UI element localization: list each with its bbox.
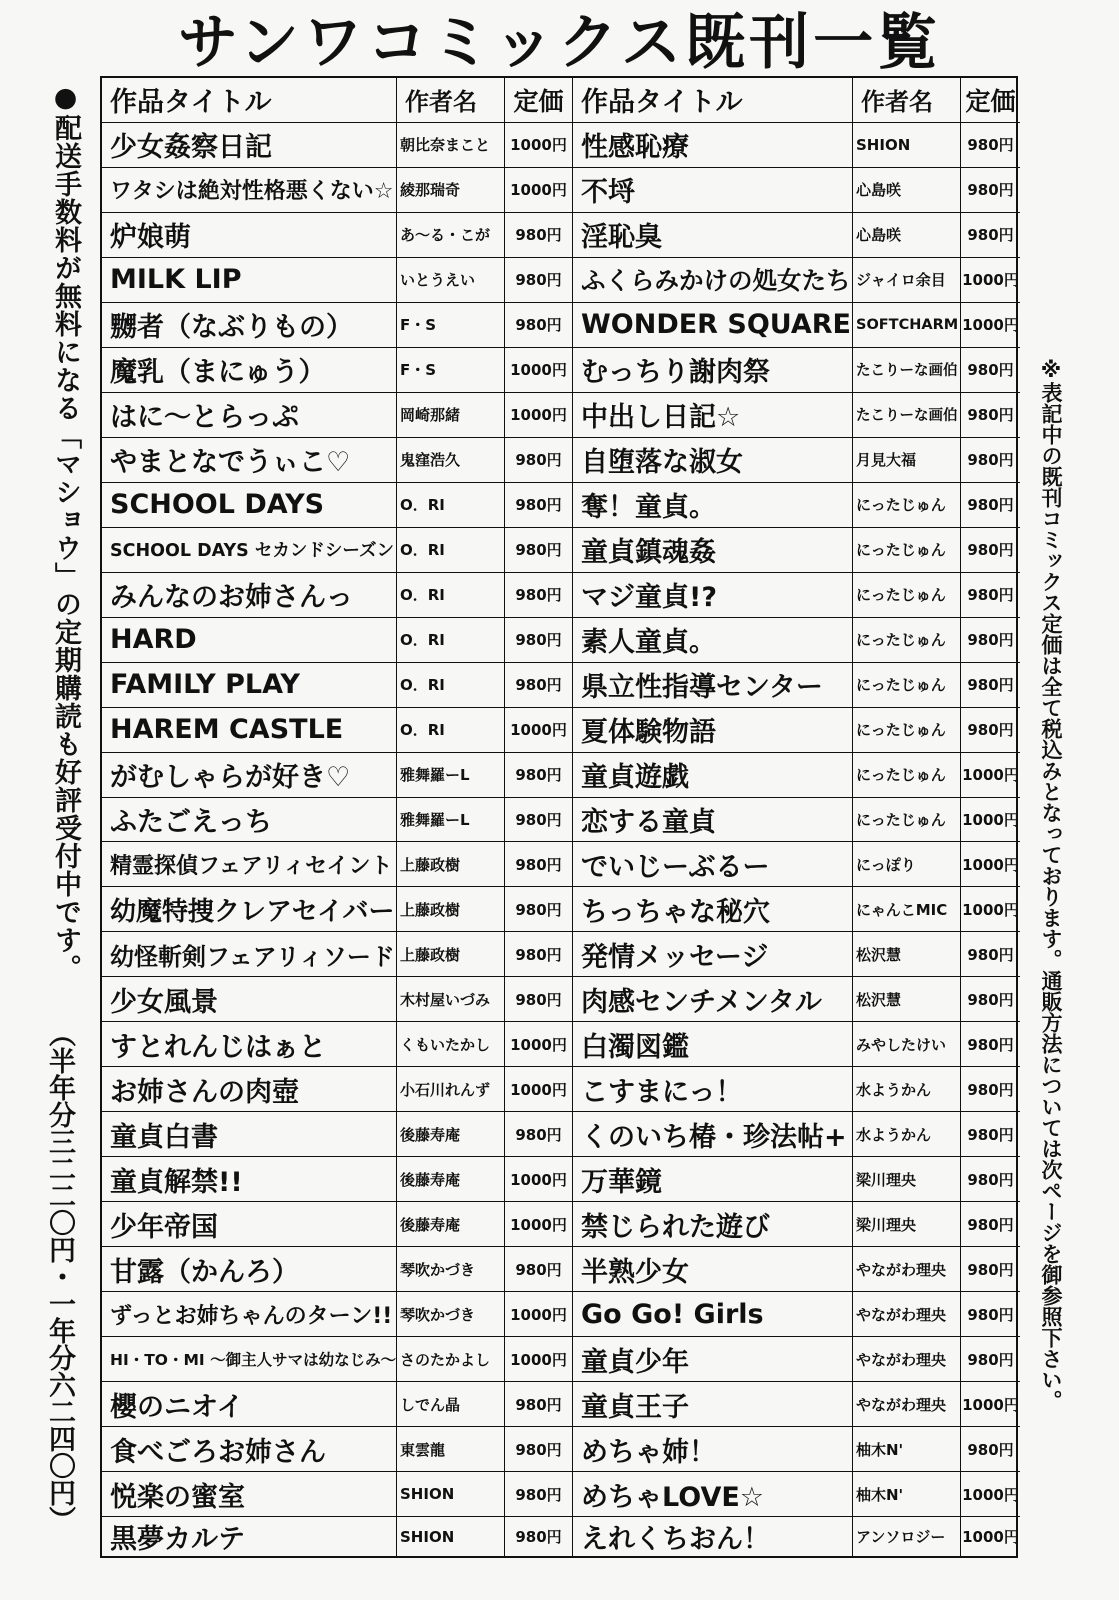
catalog-author-right: 松沢慧	[853, 932, 961, 977]
catalog-author-right: みやしたけい	[853, 1022, 961, 1067]
catalog-price-left: 980円	[505, 1517, 573, 1556]
catalog-author-left: しでん晶	[397, 1382, 505, 1427]
catalog-author-left: O．RI	[397, 708, 505, 753]
catalog-title-right: 発情メッセージ	[573, 932, 853, 977]
catalog-price-right: 980円	[961, 528, 1020, 573]
catalog-title-right: 白濁図鑑	[573, 1022, 853, 1067]
catalog-title-right: 恋する童貞	[573, 798, 853, 843]
catalog-author-right: 梁川理央	[853, 1202, 961, 1247]
catalog-price-left: 1000円	[505, 708, 573, 753]
catalog-author-right: 心島咲	[853, 213, 961, 258]
catalog-price-left: 980円	[505, 842, 573, 887]
catalog-author-left: O．RI	[397, 483, 505, 528]
catalog-author-right: 心島咲	[853, 168, 961, 213]
catalog-author-right: やながわ理央	[853, 1382, 961, 1427]
catalog-author-left: 鬼窪浩久	[397, 438, 505, 483]
catalog-title-left: はに～とらっぷ	[102, 393, 397, 438]
catalog-price-left: 980円	[505, 1112, 573, 1157]
catalog-author-left: O．RI	[397, 573, 505, 618]
catalog-price-right: 1000円	[961, 1472, 1020, 1517]
catalog-title-right: 中出し日記☆	[573, 393, 853, 438]
catalog-author-right: にったじゅん	[853, 708, 961, 753]
catalog-price-left: 1000円	[505, 1337, 573, 1382]
catalog-title-right: マジ童貞!?	[573, 573, 853, 618]
catalog-author-left: O．RI	[397, 528, 505, 573]
catalog-price-right: 980円	[961, 1202, 1020, 1247]
catalog-title-right: 童貞王子	[573, 1382, 853, 1427]
catalog-price-right: 1000円	[961, 753, 1020, 798]
catalog-price-right: 980円	[961, 977, 1020, 1022]
catalog-author-left: 雅舞羅ーL	[397, 753, 505, 798]
catalog-price-right: 980円	[961, 1247, 1020, 1292]
catalog-author-right: にったじゅん	[853, 618, 961, 663]
catalog-price-right: 980円	[961, 483, 1020, 528]
catalog-author-left: O．RI	[397, 663, 505, 708]
catalog-price-right: 980円	[961, 1022, 1020, 1067]
catalog-title-right: でいじーぶるー	[573, 842, 853, 887]
catalog-title-right: こすまにっ！	[573, 1067, 853, 1112]
catalog-author-left: 上藤政樹	[397, 887, 505, 932]
catalog-title-left: SCHOOL DAYS セカンドシーズン	[102, 528, 397, 573]
catalog-author-right: ジャイロ余目	[853, 258, 961, 303]
header-price-left: 定価	[505, 78, 573, 123]
catalog-author-right: 水ようかん	[853, 1112, 961, 1157]
catalog-title-left: やまとなでうぃこ♡	[102, 438, 397, 483]
catalog-price-right: 980円	[961, 1292, 1020, 1337]
catalog-title-right: 奪！童貞。	[573, 483, 853, 528]
catalog-price-right: 980円	[961, 438, 1020, 483]
catalog-price-left: 980円	[505, 483, 573, 528]
catalog-price-left: 1000円	[505, 393, 573, 438]
catalog-price-right: 980円	[961, 1157, 1020, 1202]
catalog-title-right: 県立性指導センター	[573, 663, 853, 708]
catalog-author-left: 後藤寿庵	[397, 1112, 505, 1157]
catalog-author-right: やながわ理央	[853, 1292, 961, 1337]
catalog-title-right: ふくらみかけの処女たち	[573, 258, 853, 303]
catalog-title-left: HARD	[102, 618, 397, 663]
catalog-price-left: 980円	[505, 213, 573, 258]
catalog-author-left: 岡崎那緒	[397, 393, 505, 438]
catalog-author-left: F・S	[397, 303, 505, 348]
catalog-table	[100, 76, 1018, 1558]
catalog-title-right: えれくちおん！	[573, 1517, 853, 1556]
catalog-price-right: 1000円	[962, 1528, 1019, 1546]
catalog-author-left: さのたかよし	[397, 1337, 505, 1382]
catalog-title-left: 悦楽の蜜室	[102, 1472, 397, 1517]
catalog-title-right: 禁じられた遊び	[573, 1202, 853, 1247]
catalog-price-left: 1000円	[505, 348, 573, 393]
catalog-author-left: あ～る・こが	[397, 213, 505, 258]
header-title-right: 作品タイトル	[573, 78, 853, 123]
catalog-author-left: 後藤寿庵	[397, 1202, 505, 1247]
catalog-title-left: 炉娘萌	[102, 213, 397, 258]
catalog-title-left: 少女風景	[102, 977, 397, 1022]
catalog-author-right: やながわ理央	[853, 1337, 961, 1382]
catalog-price-left: 980円	[505, 1382, 573, 1427]
catalog-price-right: 980円	[961, 573, 1020, 618]
catalog-price-left: 980円	[505, 887, 573, 932]
catalog-price-left: 980円	[505, 618, 573, 663]
catalog-title-left: MILK LIP	[102, 258, 397, 303]
catalog-author-left: O．RI	[397, 618, 505, 663]
catalog-title-left: 魔乳（まにゅう）	[102, 348, 397, 393]
catalog-title-left: みんなのお姉さんっ	[102, 573, 397, 618]
catalog-price-left: 1000円	[505, 1022, 573, 1067]
catalog-author-right: 松沢慧	[853, 977, 961, 1022]
catalog-author-right: 月見大福	[853, 438, 961, 483]
header-author-left: 作者名	[397, 78, 505, 123]
catalog-author-right: にっぽり	[853, 842, 961, 887]
catalog-title-right: 半熟少女	[573, 1247, 853, 1292]
catalog-title-left: 童貞白書	[102, 1112, 397, 1157]
catalog-title-left: 食べごろお姉さん	[102, 1427, 397, 1472]
catalog-title-left: すとれんじはぁと	[102, 1022, 397, 1067]
catalog-price-left: 1000円	[505, 1292, 573, 1337]
catalog-author-left: 綾那瑞奇	[397, 168, 505, 213]
catalog-title-left: 少女姦察日記	[102, 123, 397, 168]
catalog-author-left: いとうえい	[397, 258, 505, 303]
catalog-price-right: 1000円	[961, 887, 1020, 932]
catalog-title-right: 夏体験物語	[573, 708, 853, 753]
catalog-title-right: 童貞鎮魂姦	[573, 528, 853, 573]
catalog-price-right: 980円	[961, 932, 1020, 977]
catalog-price-right: 980円	[961, 213, 1020, 258]
catalog-author-left: 東雲龍	[397, 1427, 505, 1472]
catalog-title-right: 素人童貞。	[573, 618, 853, 663]
catalog-title-right: むっちり謝肉祭	[573, 348, 853, 393]
catalog-title-right: 万華鏡	[573, 1157, 853, 1202]
catalog-title-left: 少年帝国	[102, 1202, 397, 1247]
header-author-right: 作者名	[853, 78, 961, 123]
header-price-right: 定価	[961, 78, 1020, 123]
catalog-price-right: 1000円	[961, 798, 1020, 843]
catalog-price-left: 980円	[505, 1472, 573, 1517]
subscription-price-note: （半年分三二二〇円・一年分六二四〇円）	[44, 1020, 75, 1533]
catalog-price-right: 980円	[961, 663, 1020, 708]
catalog-price-left: 980円	[505, 977, 573, 1022]
catalog-author-left: 上藤政樹	[397, 932, 505, 977]
catalog-author-right: にったじゅん	[853, 753, 961, 798]
catalog-price-left: 980円	[505, 438, 573, 483]
catalog-author-right: 梁川理央	[853, 1157, 961, 1202]
catalog-title-left: 嬲者（なぶりもの）	[102, 303, 397, 348]
catalog-title-left: ワタシは絶対性格悪くない☆	[102, 168, 397, 213]
catalog-price-right: 1000円	[961, 1382, 1020, 1427]
catalog-price-right: 980円	[961, 1112, 1020, 1157]
catalog-title-left: 櫻のニオイ	[102, 1382, 397, 1427]
catalog-price-right: 980円	[961, 708, 1020, 753]
catalog-author-left: 上藤政樹	[397, 842, 505, 887]
catalog-title-left: ずっとお姉ちゃんのターン!!	[102, 1292, 397, 1337]
catalog-author-right: にったじゅん	[853, 573, 961, 618]
catalog-title-right: WONDER SQUARE	[573, 303, 853, 348]
catalog-price-left: 980円	[505, 573, 573, 618]
catalog-author-left: くもいたかし	[397, 1022, 505, 1067]
catalog-title-right: 性感恥療	[573, 123, 853, 168]
catalog-title-right: 自堕落な淑女	[573, 438, 853, 483]
catalog-author-right: アンソロジー	[853, 1517, 961, 1556]
catalog-price-left: 980円	[505, 528, 573, 573]
catalog-author-left: 琴吹かづき	[397, 1292, 505, 1337]
catalog-title-left: 幼魔特捜クレアセイバー	[102, 887, 397, 932]
catalog-title-right: 童貞少年	[573, 1337, 853, 1382]
catalog-price-right: 980円	[961, 348, 1020, 393]
catalog-price-right: 1000円	[961, 258, 1020, 303]
catalog-price-left: 1000円	[505, 168, 573, 213]
catalog-title-left: 童貞解禁!!	[102, 1157, 397, 1202]
catalog-title-right: ちっちゃな秘穴	[573, 887, 853, 932]
catalog-price-left: 980円	[505, 663, 573, 708]
catalog-price-right: 980円	[961, 1427, 1020, 1472]
catalog-author-left: SHION	[397, 1517, 505, 1556]
catalog-title-right: Go Go! Girls	[573, 1292, 853, 1337]
catalog-title-right: 不埒	[573, 168, 853, 213]
catalog-price-right: 1000円	[961, 842, 1020, 887]
catalog-price-right: 980円	[961, 168, 1020, 213]
catalog-author-left: 小石川れんず	[397, 1067, 505, 1112]
subscription-note: ●配送手数料が無料になる「マショウ」の定期購読も好評受付中です。	[50, 82, 81, 982]
catalog-title-right: 肉感センチメンタル	[573, 977, 853, 1022]
catalog-author-right: にったじゅん	[853, 483, 961, 528]
catalog-price-right: 980円	[961, 1337, 1020, 1382]
catalog-title-left: がむしゃらが好き♡	[102, 753, 397, 798]
catalog-author-right: 柚木N'	[853, 1472, 961, 1517]
catalog-author-right: SOFTCHARM	[853, 303, 961, 348]
catalog-title-left: HI・TO・MI ～御主人サマは幼なじみ～	[102, 1337, 397, 1382]
catalog-price-left: 980円	[505, 1427, 573, 1472]
catalog-price-left: 1000円	[505, 1202, 573, 1247]
catalog-price-left: 980円	[505, 753, 573, 798]
catalog-author-right: たこりーな画伯	[853, 348, 961, 393]
catalog-author-right: たこりーな画伯	[853, 393, 961, 438]
page-title: サンワコミックス既刊一覧	[177, 8, 942, 78]
catalog-title-right: めちゃ姉！	[573, 1427, 853, 1472]
catalog-title-right: くのいち椿・珍法帖+	[573, 1112, 853, 1157]
catalog-author-left: 木村屋いづみ	[397, 977, 505, 1022]
catalog-title-right: 淫恥臭	[573, 213, 853, 258]
catalog-price-right: 980円	[961, 393, 1020, 438]
catalog-author-left: 琴吹かづき	[397, 1247, 505, 1292]
catalog-price-right: 980円	[961, 618, 1020, 663]
catalog-price-left: 980円	[505, 932, 573, 977]
catalog-price-right: 980円	[961, 123, 1020, 168]
catalog-author-right: 水ようかん	[853, 1067, 961, 1112]
catalog-price-left: 980円	[505, 303, 573, 348]
catalog-author-right: 柚木N'	[853, 1427, 961, 1472]
catalog-title-left: 甘露（かんろ）	[102, 1247, 397, 1292]
catalog-price-right: 1000円	[961, 303, 1020, 348]
catalog-title-left: 精霊探偵フェアリィセイント	[102, 842, 397, 887]
catalog-price-left: 980円	[505, 798, 573, 843]
catalog-author-left: F・S	[397, 348, 505, 393]
catalog-author-right: SHION	[853, 123, 961, 168]
catalog-title-left: ふたごえっち	[102, 798, 397, 843]
catalog-author-left: 雅舞羅ーL	[397, 798, 505, 843]
catalog-title-left: 幼怪斬剣フェアリィソード	[102, 932, 397, 977]
catalog-price-right: 980円	[961, 1067, 1020, 1112]
catalog-author-left: SHION	[397, 1472, 505, 1517]
catalog-author-right: にったじゅん	[853, 663, 961, 708]
catalog-author-left: 朝比奈まこと	[397, 123, 505, 168]
catalog-price-left: 1000円	[505, 123, 573, 168]
catalog-title-left: HAREM CASTLE	[102, 708, 397, 753]
catalog-title-left: 黒夢カルテ	[102, 1517, 397, 1556]
header-title-left: 作品タイトル	[102, 78, 397, 123]
catalog-author-right: やながわ理央	[853, 1247, 961, 1292]
catalog-title-left: FAMILY PLAY	[102, 663, 397, 708]
catalog-author-right: にったじゅん	[853, 528, 961, 573]
catalog-author-left: 後藤寿庵	[397, 1157, 505, 1202]
catalog-title-right: めちゃLOVE☆	[573, 1472, 853, 1517]
catalog-price-left: 980円	[505, 1247, 573, 1292]
catalog-price-left: 1000円	[505, 1067, 573, 1112]
tax-order-note: ※表記中の既刊コミックス定価は全て税込みとなっております。通販方法については次ページを御参照下さい。	[1039, 358, 1063, 1411]
catalog-price-left: 1000円	[505, 1157, 573, 1202]
catalog-title-right: 童貞遊戯	[573, 753, 853, 798]
catalog-author-right: にったじゅん	[853, 798, 961, 843]
catalog-title-left: お姉さんの肉壺	[102, 1067, 397, 1112]
catalog-author-right: にゃんこMIC	[853, 887, 961, 932]
catalog-price-left: 980円	[505, 258, 573, 303]
catalog-title-left: SCHOOL DAYS	[102, 483, 397, 528]
